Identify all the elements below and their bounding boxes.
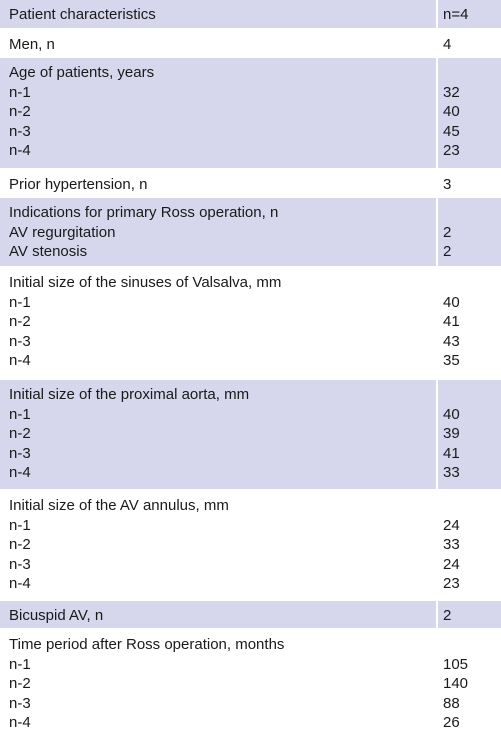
label-line: Initial size of the sinuses of Valsalva, mm — [9, 274, 282, 291]
value-line — [443, 63, 460, 83]
row-label — [9, 203, 278, 262]
value-line: 23 — [443, 142, 460, 159]
label-line: n-2 — [9, 425, 31, 442]
label-line: n-3 — [9, 444, 31, 462]
label-line: n-3 — [9, 122, 31, 140]
label-line: n-4 — [9, 464, 31, 481]
value-line: 2 — [443, 243, 452, 260]
value-line: 3 — [443, 176, 452, 193]
label-line: n-3 — [9, 332, 31, 350]
label-line: Men, n — [9, 36, 55, 53]
value-line: 41 — [443, 313, 460, 330]
label-line: n-3 — [9, 694, 31, 712]
value-line: 2 — [443, 607, 452, 624]
value-line: 26 — [443, 714, 460, 731]
row-label — [9, 35, 55, 55]
label-line: AV regurgitation — [9, 223, 116, 241]
row-value — [443, 606, 451, 626]
row-value — [443, 273, 460, 371]
row-label — [9, 5, 156, 25]
table-row — [0, 491, 501, 599]
row-label — [9, 385, 249, 483]
value-line — [443, 496, 460, 516]
value-line: 35 — [443, 352, 460, 369]
label-line: Initial size of the proximal aorta, mm — [9, 386, 250, 403]
row-label — [9, 63, 154, 161]
value-line: 40 — [443, 293, 460, 311]
table-row — [0, 0, 501, 28]
column-divider — [436, 0, 438, 735]
value-line: 33 — [443, 536, 460, 553]
label-line: n-2 — [9, 313, 31, 330]
table-row — [0, 630, 501, 735]
label-line: Time period after Ross operation, months — [9, 636, 285, 653]
row-label — [9, 606, 103, 626]
row-label — [9, 273, 281, 371]
label-line: n-4 — [9, 714, 31, 731]
row-value — [443, 496, 460, 594]
row-label — [9, 635, 284, 733]
label-line: n-1 — [9, 83, 31, 101]
label-line: Age of patients, years — [9, 64, 155, 81]
row-value — [443, 635, 468, 733]
table-row — [0, 380, 501, 489]
value-line: 23 — [443, 575, 460, 592]
table-row — [0, 198, 501, 266]
label-line: n-3 — [9, 555, 31, 573]
label-line: Prior hypertension, n — [9, 176, 148, 193]
label-line: n-4 — [9, 352, 31, 369]
value-line: 88 — [443, 694, 460, 712]
label-line: n-4 — [9, 142, 31, 159]
label-line: n-1 — [9, 293, 31, 311]
value-line — [443, 635, 468, 655]
label-line: n-1 — [9, 405, 31, 423]
value-line: 105 — [443, 655, 469, 673]
row-value — [443, 5, 468, 25]
label-line: AV stenosis — [9, 243, 88, 260]
label-line: n-2 — [9, 536, 31, 553]
label-line: Initial size of the AV annulus, mm — [9, 497, 229, 514]
label-line: n-1 — [9, 655, 31, 673]
label-line: Bicuspid AV, n — [9, 607, 104, 624]
value-line: 41 — [443, 444, 460, 462]
value-line: 45 — [443, 122, 460, 140]
label-line: n-2 — [9, 675, 31, 692]
row-value — [443, 63, 460, 161]
table-row — [0, 268, 501, 378]
row-label — [9, 175, 147, 195]
value-line — [443, 203, 451, 223]
value-line: 39 — [443, 425, 460, 442]
value-line: 40 — [443, 103, 460, 120]
table-row — [0, 58, 501, 168]
value-line: 2 — [443, 223, 452, 241]
label-line: Indications for primary Ross operation, n — [9, 204, 279, 221]
value-line: 4 — [443, 36, 452, 53]
label-line: n-1 — [9, 516, 31, 534]
row-label — [9, 496, 229, 594]
value-line — [443, 273, 460, 293]
table-row — [0, 30, 501, 56]
row-value — [443, 175, 451, 195]
table-row — [0, 170, 501, 196]
value-line: 32 — [443, 83, 460, 101]
value-line: 140 — [443, 675, 469, 692]
value-line: 40 — [443, 405, 460, 423]
row-value — [443, 385, 460, 483]
value-line: 24 — [443, 555, 460, 573]
label-line: n-4 — [9, 575, 31, 592]
label-line: Patient characteristics — [9, 6, 156, 23]
value-line: 24 — [443, 516, 460, 534]
value-line: n=4 — [443, 6, 469, 23]
row-value — [443, 203, 451, 262]
value-line: 33 — [443, 464, 460, 481]
value-line: 43 — [443, 332, 460, 350]
value-line — [443, 385, 460, 405]
table-row — [0, 601, 501, 628]
label-line: n-2 — [9, 103, 31, 120]
row-value — [443, 35, 451, 55]
